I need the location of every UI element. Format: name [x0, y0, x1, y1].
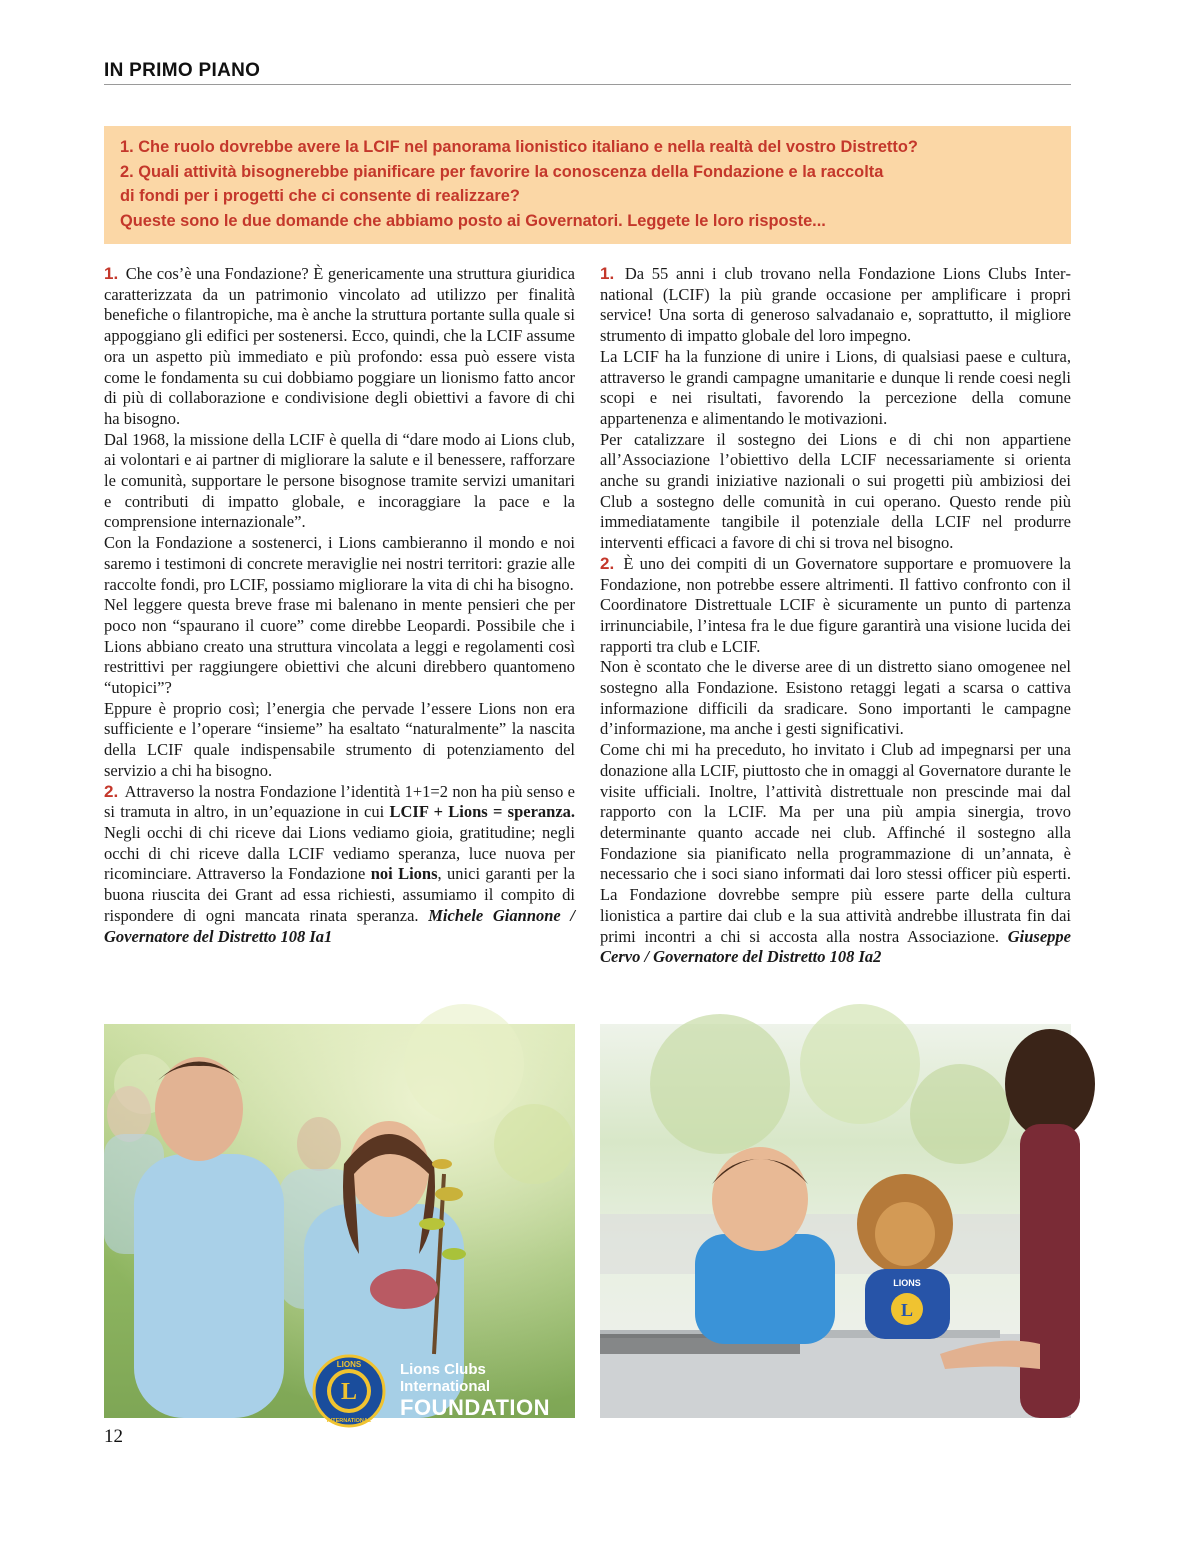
answer-number: 1.	[104, 264, 119, 283]
paragraph-text: Che cos’è una Fondazione? È genericamente una struttura giuridica caratterizzata da un patrimonio vincolato ad utilizzo per finalità benefiche o filantropiche, ma è anche la struttura portante sulla quale si appoggiano gli edifici per sostenersi. Ecco, quindi, che la LCIF assume ora un aspetto più immediato e più profondo: essa può essere vista come le fondamenta su cui dobbiamo poggiare un lionismo fatto ancor di più di collaborazione e condivisione degli obiettivi a favore di chi ha bisogno.	[104, 264, 575, 428]
emblem-top-text: LIONS	[336, 1360, 362, 1369]
paragraph: Con la Fondazione a sostenerci, i Lions cambieranno il mondo e noi saremo i testimoni di concrete meraviglie nei nostri territori: grazie alle raccolte fondi, pro LCIF, possiamo migliorare la vita di chi ha bisogno.	[104, 533, 575, 594]
paragraph	[104, 782, 575, 948]
paragraph-text: È uno dei compiti di un Governatore supportare e promuovere la Fondazione, non potrebbe essere altrimenti. Il fattivo confronto con il Coordinatore Distrettuale LCIF è sicuramente un punto di partenza irrinunciabile, l’intesa fra le due figure garantirà una visione lucida dei rapporti tra club e LCIF.	[600, 553, 1071, 656]
paragraph: Nel leggere questa breve frase mi balenano in mente pensieri che per poco non “spaurano il cuore” come direbbe Leopardi. Possibile che i Lions abbiano creato una struttura vincolata a leggi e regolamenti così restrittivi per raggiungere obiettivi che alcuni direbbero quantomeno “utopici”?	[104, 595, 575, 698]
question-line-2: 2. Quali attività bisognerebbe pianificare per favorire la conoscenza della Fondazione e la raccolta	[120, 162, 884, 181]
paragraph: La LCIF ha la funzione di unire i Lions, di qualsiasi paese e cultura, attraverso le grandi campagne umanitarie e dunque li rende coesi negli scopi e nei risultati, favorendo la percezione della comune appartenenza e alimentando le motivazioni.	[600, 346, 1071, 428]
title-rule	[104, 84, 1071, 85]
volunteers-photo	[104, 1024, 575, 1424]
lcif-logo	[312, 1354, 575, 1428]
logo-line-2: FOUNDATION	[400, 1395, 551, 1420]
question-line-1: 1. Che ruolo dovrebbe avere la LCIF nel panorama lionistico italiano e nella realtà del vostro Distretto?	[120, 138, 918, 156]
paragraph-text: Negli occhi di chi riceve dai Lions vediamo gioia, gratitudine; negli occhi di chi riceve dalla LCIF vediamo speranza, luce nuova per ricominciare. Attraverso la Fondazione	[104, 822, 575, 884]
logo-line-1: Lions Clubs International	[400, 1361, 491, 1395]
paragraph: Per catalizzare il sostegno dei Lions e di chi non appartiene all’Associazione l’obiettivo della LCIF necessariamente si orienta anche su grandi iniziative nazionali o sui progetti più ambiziosi dei Club a sostegno delle comunità in cui operano. Questo rende più immediatamente tangibile il potenziale della LCIF nel produrre interventi efficaci a favore di chi si trova nel bisogno.	[600, 429, 1071, 553]
paragraph-text: , unici garanti per la buona riuscita dei Grant ad essa richiesti, assumiamo il compito di rispondere di ogni mancata rinata speranza.	[104, 864, 575, 925]
author-signature: Giuseppe Cervo / Governatore del Distretto 108 Ia2	[600, 926, 1071, 967]
section-title: IN PRIMO PIANO	[104, 60, 261, 81]
question-line-3: di fondi per i progetti che ci consente di realizzare?	[120, 187, 520, 205]
child-illustration	[600, 1024, 1071, 1418]
left-column	[104, 264, 575, 947]
answer-number: 2.	[104, 781, 119, 801]
answer-number: 1.	[600, 264, 615, 283]
paragraph: Eppure è proprio così; l’energia che pervade l’essere Lions non era sufficiente e l’operare “insieme” ha esaltato “naturalmente” la nascita della LCIF quale indispensabile strumento di potenziamento del servizio a chi ha bisogno.	[104, 698, 575, 780]
paragraph-text: Attraverso la nostra Fondazione l’identità 1+1=2 non ha più senso e si tramuta in altro, in un’equazione in cui	[104, 781, 575, 822]
bold-text: noi Lions	[370, 864, 438, 884]
paragraph	[600, 264, 1071, 347]
plush-emblem-letter: L	[900, 1300, 914, 1320]
paragraph-text: Da 55 anni i club trovano nella Fondazione Lions Clubs International (LCIF) la più grande occasione per amplificare i propri service! Una sorta di generoso salvadanaio e, soprattutto, il migliore strumento di impatto globale del loro impegno.	[600, 264, 1071, 346]
paragraph-text: Come chi mi ha preceduto, ho invitato i Club ad impegnarsi per una donazione alla LCIF, piuttosto che in omaggi al Governatore durante le visite ufficiali. Inoltre, l’attività distrettuale non prescinde mai dal rapporto con la LCIF. Ma per una più ampia sinergia, trovo determinante quanto accade nei club. Affinché il sostegno alla Fondazione sia pianificato nella programmazione di un’annata, è necessario che i soci siano informati dai loro stessi officer più esperti. La Fondazione dovrebbe sempre più essere parte della cultura lionistica a partire dai club e la sua attività andrebbe illustrata fin dai primi incontri a chi si accosta alla nostra Associazione.	[600, 740, 1071, 946]
paragraph	[104, 264, 575, 430]
plush-shirt-text: LIONS	[893, 1278, 921, 1288]
answer-number: 2.	[600, 553, 615, 573]
author-signature: Michele Giannone / Governatore del Distretto 108 Ia1	[104, 905, 576, 946]
question-line-4: Queste sono le due domande che abbiamo posto ai Governatori. Leggete le loro risposte...	[120, 211, 826, 230]
bold-text: LCIF + Lions = speranza.	[389, 802, 576, 822]
right-column	[600, 264, 1071, 968]
page-number: 12	[104, 1426, 123, 1447]
questions-box	[104, 126, 1071, 244]
emblem-bottom-text: INTERNATIONAL	[326, 1418, 372, 1424]
lions-emblem-icon	[312, 1354, 386, 1428]
emblem-letter: L	[340, 1379, 358, 1405]
paragraph: Dal 1968, la missione della LCIF è quella di “dare modo ai Lions club, ai volontari e ai partner di migliorare la salute e il benessere, rafforzare le comunità, supportare le persone bisognose tramite servizi umanitari e contributi di impatto globale, e incoraggiare la pace e la comprensione internazionale”.	[104, 429, 575, 532]
paragraph	[600, 740, 1071, 968]
child-photo	[600, 1024, 1071, 1418]
paragraph: Non è scontato che le diverse aree di un distretto siano omogenee nel sostegno alla Fondazione. Esistono retaggi legati a scarsa o cattiva informazione difficili da sradicare. Sono importanti le campagne d’informazione, ma anche i gesti significativi.	[600, 657, 1071, 739]
paragraph	[600, 554, 1071, 658]
